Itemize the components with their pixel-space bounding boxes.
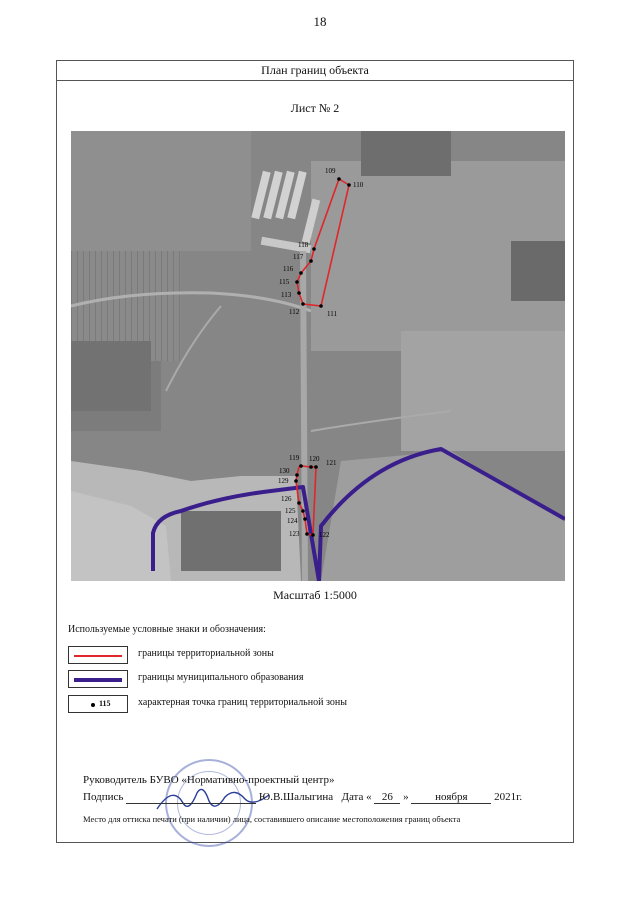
legend-symbol-box [68, 670, 128, 688]
legend-heading: Используемые условные знаки и обозначения: [68, 624, 266, 635]
point-121 [314, 465, 318, 469]
point-label-126: 126 [281, 495, 292, 503]
legend-text: характерная точка границ территориальной зоны [138, 697, 347, 708]
legend-text: границы территориальной зоны [138, 648, 274, 659]
map-svg [71, 131, 565, 581]
point-120 [309, 465, 313, 469]
purple-line-symbol [74, 678, 122, 682]
point-122 [311, 533, 315, 537]
point-label-129: 129 [278, 477, 289, 485]
point-label-130: 130 [279, 467, 290, 475]
map-scale: Масштаб 1:5000 [273, 588, 357, 602]
point-label-109: 109 [325, 167, 336, 175]
point-113 [297, 291, 301, 295]
sign-label: Подпись [83, 791, 124, 803]
point-dot-symbol [91, 703, 95, 707]
signature-line [83, 791, 553, 804]
point-109 [337, 177, 341, 181]
frame-title: План границ объекта [57, 61, 573, 81]
point-label-115: 115 [279, 278, 290, 286]
point-115 [295, 280, 299, 284]
point-129 [294, 479, 298, 483]
point-label-111: 111 [327, 310, 337, 318]
date-label: Дата « [341, 791, 372, 803]
point-number-sample: 115 [99, 699, 111, 708]
date-sep: » [403, 791, 409, 803]
point-label-125: 125 [285, 507, 296, 515]
stamp-note: Место для оттиска печати (при наличии) лица, составившего описание местоположения границ объекта [83, 814, 461, 824]
page-number: 18 [313, 14, 327, 29]
point-110 [347, 183, 351, 187]
point-label-119: 119 [289, 454, 300, 462]
date-day: 26 [374, 791, 400, 804]
signature-blank [126, 791, 256, 804]
point-112 [301, 302, 305, 306]
point-118 [312, 247, 316, 251]
point-119 [299, 464, 303, 468]
point-label-110: 110 [353, 181, 364, 189]
point-124 [303, 517, 307, 521]
point-125 [301, 509, 305, 513]
document-frame [56, 60, 574, 843]
point-label-124: 124 [287, 517, 298, 525]
point-label-118: 118 [298, 241, 309, 249]
date-year: 2021г. [494, 791, 523, 803]
red-line-symbol [74, 655, 122, 657]
point-label-116: 116 [283, 265, 294, 273]
point-111 [319, 304, 323, 308]
legend-symbol-box [68, 646, 128, 664]
head-title: Руководитель БУВО «Нормативно-проектный центр» [83, 774, 335, 786]
sheet-title: Лист № 2 [290, 101, 340, 115]
legend-symbol-box [68, 695, 128, 713]
point-126 [297, 501, 301, 505]
point-label-123: 123 [289, 530, 300, 538]
point-130 [295, 473, 299, 477]
point-117 [309, 259, 313, 263]
point-label-117: 117 [293, 253, 304, 261]
date-month: ноября [411, 791, 491, 804]
signer-name: Ю.В.Шалыгина [258, 791, 334, 803]
point-123 [305, 532, 309, 536]
point-label-122: 122 [319, 531, 330, 539]
aerial-map [71, 131, 565, 581]
point-label-113: 113 [281, 291, 292, 299]
point-label-112: 112 [289, 308, 300, 316]
point-label-120: 120 [309, 455, 320, 463]
point-116 [299, 271, 303, 275]
point-label-121: 121 [326, 459, 337, 467]
legend-text: границы муниципального образования [138, 672, 304, 683]
